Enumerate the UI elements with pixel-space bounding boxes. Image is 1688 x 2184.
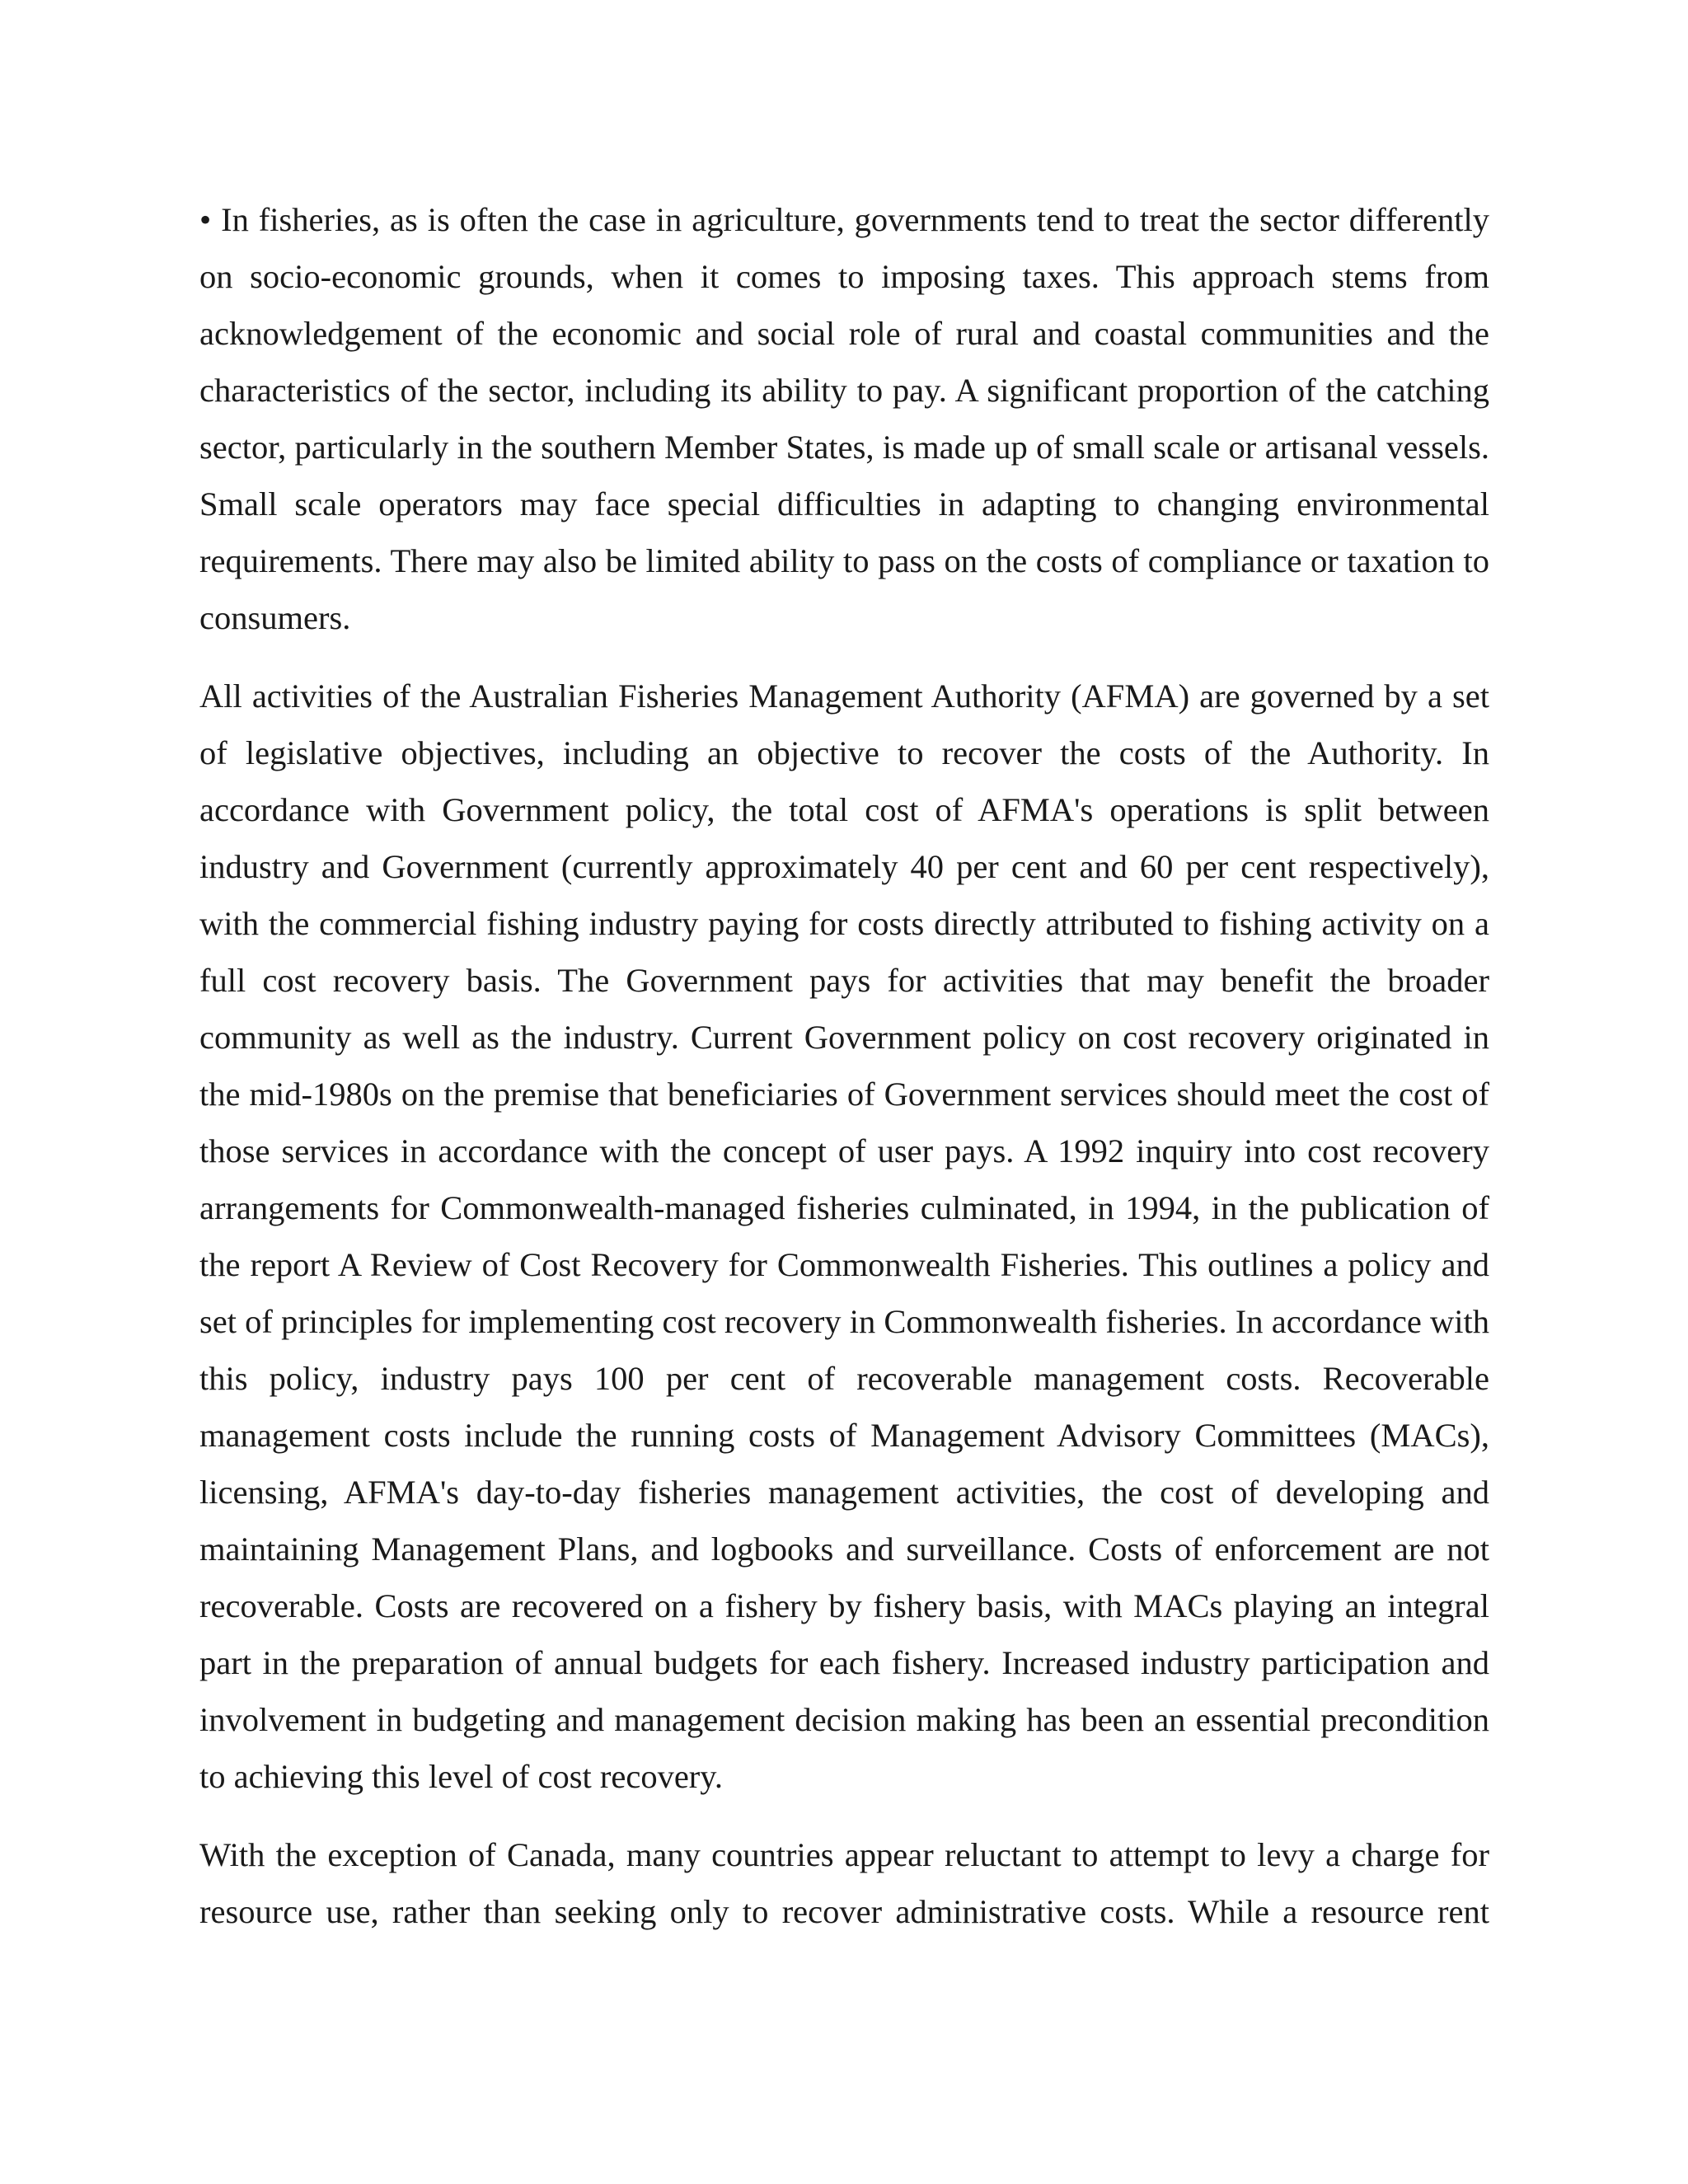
paragraph-afma-cost-recovery: All activities of the Australian Fisheries Management Authority (AFMA) are governed by a set of legislative objectives, including an objective to recover the costs of the Authority. In accordance with Government policy, the total cost of AFMA's operations is split between industry and Government (currently approximately 40 per cent and 60 per cent respectively), with the commercial fishing industry paying for costs directly attributed to fishing activity on a full cost recovery basis. The Government pays for activities that may benefit the broader community as well as the industry. Current Government policy on cost recovery originated in the mid-1980s on the premise that beneficiaries of Government services should meet the cost of those services in accordance with the concept of user pays. A 1992 inquiry into cost recovery arrangements for Commonwealth-managed fisheries culminated, in 1994, in the publication of the report A Review of Cost Recovery for Commonwealth Fisheries. This outlines a policy and set of principles for implementing cost recovery in Commonwealth fisheries. In accordance with this policy, industry pays 100 per cent of recoverable management costs. Recoverable management costs include the running costs of Management Advisory Committees (MACs), licensing, AFMA's day-to-day fisheries management activities, the cost of developing and maintaining Management Plans, and logbooks and surveillance. Costs of enforcement are not recoverable. Costs are recovered on a fishery by fishery basis, with MACs playing an integral part in the preparation of annual budgets for each fishery. Increased industry participation and involvement in budgeting and management decision making has been an essential precondition to achieving this level of cost recovery. <box>199 677 1489 1795</box>
paragraph-resource-use-charge: With the exception of Canada, many countries appear reluctant to attempt to levy a charge for resource use, rather than seeking only to recover administrative costs. While a resource rent <box>199 1836 1489 1930</box>
document-body <box>199 191 1489 1940</box>
paragraph-fisheries-taxation: • In fisheries, as is often the case in agriculture, governments tend to treat the sector differently on socio-economic grounds, when it comes to imposing taxes. This approach stems from acknowledgement of the economic and social role of rural and coastal communities and the characteristics of the sector, including its ability to pay. A significant proportion of the catching sector, particularly in the southern Member States, is made up of small scale or artisanal vessels. Small scale operators may face special difficulties in adapting to changing environmental requirements. There may also be limited ability to pass on the costs of compliance or taxation to consumers. <box>199 201 1489 636</box>
